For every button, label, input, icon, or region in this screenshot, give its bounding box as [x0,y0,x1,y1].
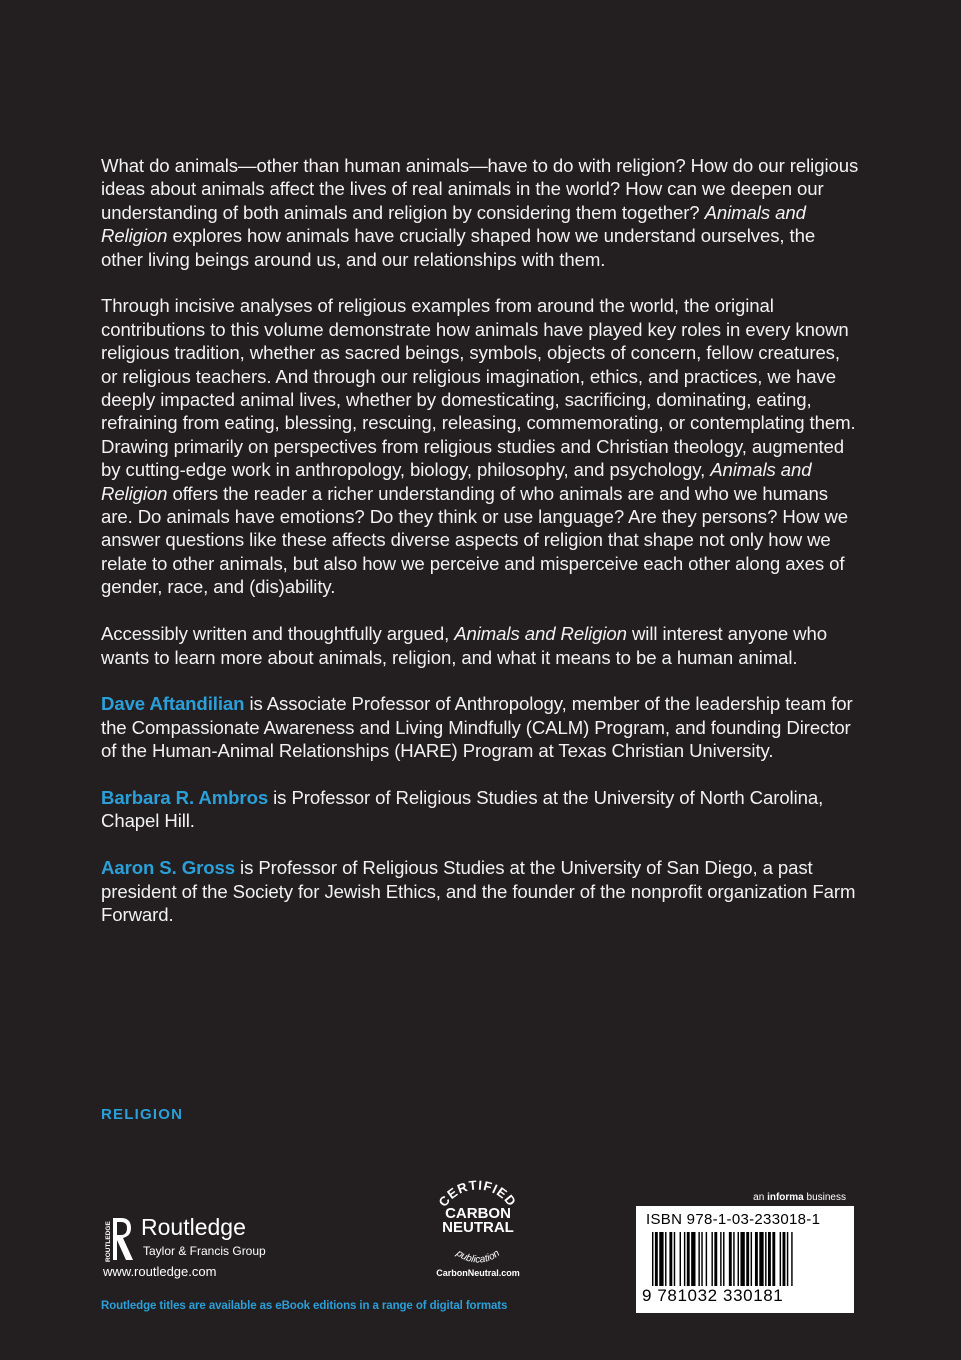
barcode-bar [711,1232,712,1286]
barcode-block [636,1192,854,1315]
barcode-bar [772,1232,775,1286]
book-title-italic: Animals and Religion [101,201,806,247]
barcode-bar [751,1232,752,1286]
blurb-paragraph-2: Through incisive analyses of religious examples from around the world, the original contributions to this volume demonstrate how animals have played key roles in every known religious tradition, whether as sacred beings, symbols, objects of concern, fellow creatures, or religious teachers. And through our religious imagination, ethics, and practices, we have deeply impacted animal lives, whether by domesticating, sacrificing, dominating, eating, refraining from eating, blessing, rescuing, releasing, commemorating, or contemplating them. Drawing primarily on perspectives from religious studies and Christian theology, augmented by cutting-edge work in anthropology, biology, philosophy, and psychology, Animals and Religion offers the reader a richer understanding of who animals are and who we humans are. Do animals have emotions? Do they think or use language? Are they persons? How we answer questions like these affects diverse aspects of religion that shape not only how we relate to other animals, but also how we perceive and misperceive each other along axes of gender, race, and (dis)ability. [101,295,856,598]
barcode-bar [684,1232,685,1286]
publisher-name: Routledge [141,1214,246,1240]
barcode-bar [729,1232,732,1286]
carbon-certified-text: CERTIFIED [435,1177,520,1210]
publisher-group: Taylor & Francis Group [143,1244,266,1258]
barcode-bar [720,1232,721,1286]
back-cover-blurb [101,154,861,950]
barcode-bar [701,1232,702,1286]
svg-text:publication [453,1247,502,1265]
book-title-italic: Animals and Religion [101,459,812,504]
carbon-line1: CARBON [445,1205,511,1222]
author-name: Dave Aftandilian [101,693,245,715]
barcode-bar [691,1232,695,1286]
barcode-bar [674,1232,675,1286]
barcode-bar [665,1232,666,1286]
barcode-bar [698,1232,699,1286]
carbon-neutral-badge-icon [420,1170,535,1285]
barcode-bars-icon [642,1232,848,1288]
barcode-bar [659,1232,663,1286]
barcode-bar [706,1232,707,1286]
barcode-bar [787,1232,788,1286]
barcode-bar [768,1232,771,1286]
isbn-digits: 9 781032 330181 [642,1286,784,1305]
carbon-line2: NEUTRAL [442,1219,514,1236]
blurb-paragraph-3: Accessibly written and thoughtfully argued, Animals and Religion will interest anyone who wants to learn more about animals, religion, and what it means to be a human animal. [101,623,827,668]
barcode-bar [655,1232,658,1286]
carbon-url: CarbonNeutral.com [436,1268,520,1278]
blurb-paragraph-1: What do animals—other than human animals—have to do with religion? How do our religious ideas about animals affect the lives of real animals in the world? How can we deepen our understanding of both animals and religion by considering them together? Animals and Religion explores how animals have crucially shaped how we understand ourselves, the other living beings around us, and our relationships with them. [101,155,859,270]
carbon-publication-text: publication [454,1247,502,1266]
isbn-barcode [636,1206,854,1313]
subject-category: RELIGION [101,1106,184,1123]
isbn-label: ISBN 978-1-03-233018-1 [646,1211,821,1228]
barcode-bar [680,1232,681,1286]
book-title-italic: Animals and Religion [454,623,627,645]
author-name: Aaron S. Gross [101,857,235,879]
barcode-bar [746,1232,749,1286]
author-bio-3: Aaron S. Gross is Professor of Religious Studies at the University of San Diego, a past president of the Society for Jewish Ethics, and the founder of the nonprofit organization Farm Forward. [101,857,856,925]
barcode-bar [714,1232,717,1286]
author-name: Barbara R. Ambros [101,786,269,808]
barcode-bar [740,1232,744,1286]
ebook-note: Routledge titles are available as eBook editions in a range of digital formats [101,1300,508,1312]
barcode-bar [652,1232,653,1286]
barcode-bar [755,1232,758,1286]
barcode-bar [759,1232,763,1286]
barcode-bar [738,1232,739,1286]
publisher-url: www.routledge.com [103,1264,217,1279]
routledge-logo-icon [101,1214,137,1264]
publisher-logo-block [101,1210,331,1300]
barcode-bar [780,1232,781,1286]
barcode-bar [765,1232,766,1286]
author-bio-1: Dave Aftandilian is Associate Professor of Anthropology, member of the leadership team for the Compassionate Awareness and Living Mindfully (CALM) Program, and founding Director of the Human-Animal Relationships (HARE) Program at Texas Christian University. [101,693,853,762]
author-bio-2: Barbara R. Ambros is Professor of Religious Studies at the University of North Carolina, Chapel Hill. [101,786,824,832]
routledge-logo-letters: ROUTLEDGE [105,1221,112,1262]
barcode-bar [723,1232,724,1286]
barcode-bar [669,1232,672,1286]
informa-tagline: an informa business [753,1192,846,1203]
barcode-bar [783,1232,786,1286]
barcode-bar [687,1232,690,1286]
barcode-bar [791,1232,792,1286]
barcode-bar [733,1232,734,1286]
